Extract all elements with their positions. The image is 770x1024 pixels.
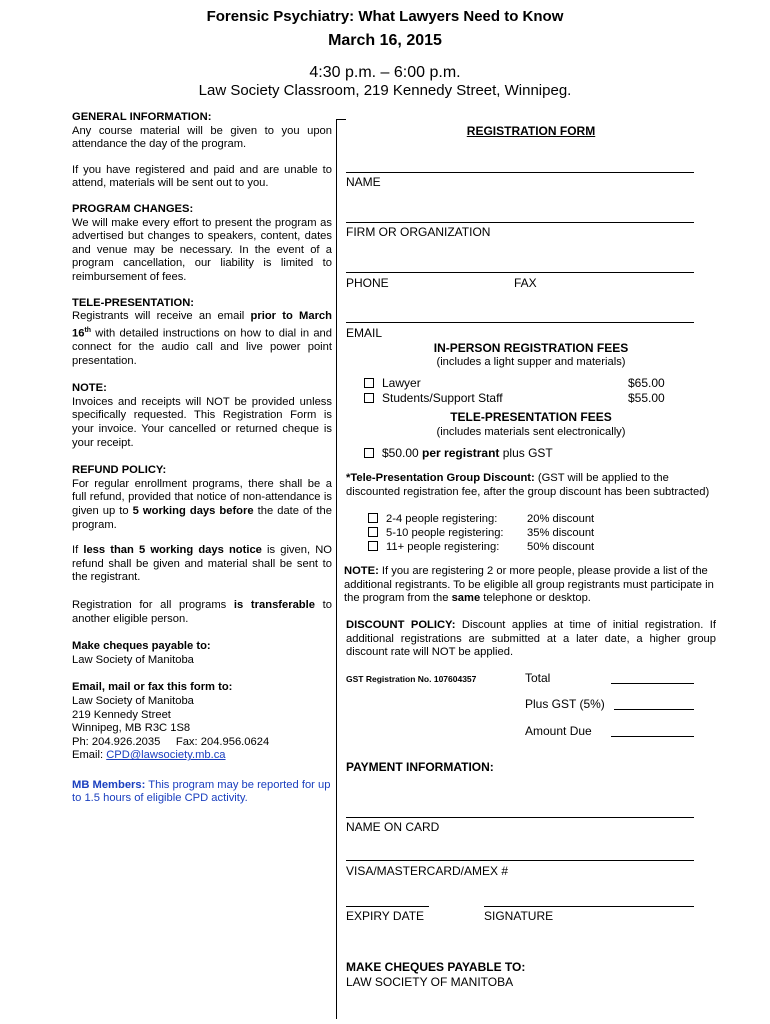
email-label: EMAIL <box>346 326 383 340</box>
discount-policy: DISCOUNT POLICY: Discount applies at time of initial registration. If additional registrations are submitted at a later date, a higher group discount rate will NOT be applied. <box>346 619 716 658</box>
name-on-card-label: NAME ON CARD <box>346 820 440 834</box>
program-changes: PROGRAM CHANGES: We will make every effort to present the program as advertised but changes to speakers, content, dates and venue may be necessary. In the event of a program cancellation, our liability is limited to reimbursement of fees. <box>72 202 332 283</box>
staff-option[interactable]: Students/Support Staff <box>364 391 503 405</box>
event-date: March 16, 2015 <box>328 32 442 49</box>
group-discount: *Tele-Presentation Group Discount: (GST will be applied to the discounted registration fee, after the group discount has been subtracted) <box>346 472 710 498</box>
event-location: Law Society Classroom, 219 Kennedy Street, Winnipeg. <box>198 82 572 99</box>
fax-label: FAX <box>514 276 537 290</box>
gst-line[interactable] <box>614 709 694 710</box>
checkbox-icon[interactable] <box>364 393 374 403</box>
left-column <box>72 111 332 818</box>
group-option-3[interactable]: 11+ people registering: <box>368 541 499 555</box>
group-discount-3: 50% discount <box>527 541 595 553</box>
firm-line[interactable] <box>346 222 694 223</box>
document-title: Forensic Psychiatry: What Lawyers Need to Know <box>206 8 564 25</box>
lawyer-option[interactable]: Lawyer <box>364 376 421 390</box>
checkbox-icon[interactable] <box>364 448 374 458</box>
expiry-line[interactable] <box>346 906 429 907</box>
name-on-card-line[interactable] <box>346 817 694 818</box>
note-info: NOTE: Invoices and receipts will NOT be provided unless specifically requested. This Registration Form is your invoice. Your cancelled or returned cheque is your receipt. <box>72 382 332 449</box>
card-number-line[interactable] <box>346 860 694 861</box>
divider-tick <box>336 119 346 120</box>
mb-members-note: MB Members: This program may be reported for up to 1.5 hours of eligible CPD activity. <box>72 778 331 805</box>
checkbox-icon[interactable] <box>368 541 378 551</box>
phone-label: PHONE <box>346 276 389 290</box>
total-line[interactable] <box>611 683 694 684</box>
tele-presentation-info: TELE-PRESENTATION: Registrants will receive an email prior to March 16th with detailed instructions on how to dial in and connect for the audio call and live power point presentation. <box>72 296 332 367</box>
plus-gst-label: Plus GST (5%) <box>525 697 605 711</box>
group-discount-2: 35% discount <box>527 527 595 539</box>
name-label: NAME <box>346 175 381 189</box>
checkbox-icon[interactable] <box>368 513 378 523</box>
general-info-2: If you have registered and paid and are unable to attend, materials will be sent out to you. <box>72 163 332 190</box>
tele-fees-heading: TELE-PRESENTATION FEES <box>450 410 612 424</box>
column-divider <box>336 119 337 1019</box>
email-link[interactable]: CPD@lawsociety.mb.ca <box>106 749 226 762</box>
lawyer-fee: $65.00 <box>628 376 665 390</box>
firm-label: FIRM OR ORGANIZATION <box>346 225 491 239</box>
mail-address: Email, mail or fax this form to: Law Society of Manitoba 219 Kennedy Street Winnipeg, MB R3C 1S8 Ph: 204.926.2035 Fax: 204.956.0624 Email: CPD@lawsociety.mb.ca <box>72 681 270 762</box>
amount-due-label: Amount Due <box>525 724 592 738</box>
amount-due-line[interactable] <box>611 736 694 737</box>
refund-policy-2: If less than 5 working days notice is given, NO refund shall be given and material shall be sent to the registrant. <box>72 544 332 584</box>
cheques-payee: LAW SOCIETY OF MANITOBA <box>346 975 514 989</box>
gst-registration: GST Registration No. 107604357 <box>346 674 477 684</box>
total-label: Total <box>525 671 551 685</box>
phone-line[interactable] <box>346 272 694 273</box>
expiry-label: EXPIRY DATE <box>346 909 425 923</box>
transfer-policy: Registration for all programs is transferable to another eligible person. <box>72 598 332 625</box>
tele-fees-subtitle: (includes materials sent electronically) <box>436 426 626 438</box>
signature-label: SIGNATURE <box>484 909 554 923</box>
cheques-payable: Make cheques payable to: Law Society of Manitoba <box>72 640 211 666</box>
group-discount-1: 20% discount <box>527 513 595 525</box>
inperson-fees-subtitle: (includes a light supper and materials) <box>436 356 626 368</box>
checkbox-icon[interactable] <box>364 378 374 388</box>
email-line[interactable] <box>346 322 694 323</box>
name-line[interactable] <box>346 172 694 173</box>
checkbox-icon[interactable] <box>368 527 378 537</box>
registration-form-title: REGISTRATION FORM <box>466 124 596 138</box>
staff-fee: $55.00 <box>628 391 665 405</box>
payment-info-heading: PAYMENT INFORMATION: <box>346 760 494 774</box>
inperson-fees-heading: IN-PERSON REGISTRATION FEES <box>433 341 629 355</box>
signature-line[interactable] <box>484 906 694 907</box>
group-option-1[interactable]: 2-4 people registering: <box>368 513 497 527</box>
general-info: GENERAL INFORMATION: Any course material will be given to you upon attendance the day of the program. <box>72 111 332 151</box>
refund-policy: REFUND POLICY: For regular enrollment programs, there shall be a full refund, provided that notice of non-attendance is given up to 5 working days before the date of the program. <box>72 464 332 531</box>
card-number-label: VISA/MASTERCARD/AMEX # <box>346 864 509 878</box>
group-option-2[interactable]: 5-10 people registering: <box>368 527 504 541</box>
group-note: NOTE: If you are registering 2 or more people, please provide a list of the additional registrants. To be eligible all group registrants must participate in the program from the same telephone or desktop. <box>344 565 714 604</box>
cheques-heading: MAKE CHEQUES PAYABLE TO: <box>346 960 526 974</box>
tele-fee-option[interactable]: $50.00 per registrant plus GST <box>364 446 553 460</box>
event-time: 4:30 p.m. – 6:00 p.m. <box>309 64 461 81</box>
